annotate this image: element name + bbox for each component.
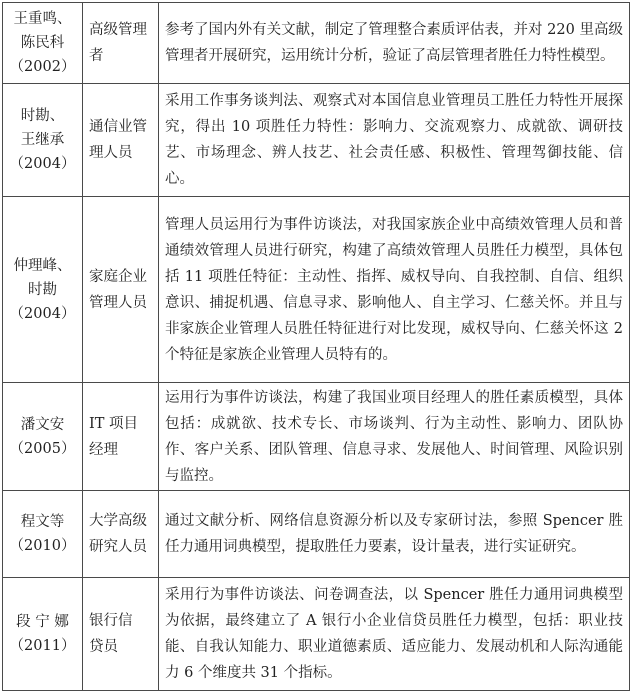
table-row: [3, 578, 630, 691]
table-row: [3, 197, 630, 383]
author-cell: 王重鸣、 陈民科 （2002）: [3, 3, 83, 84]
content-cell: 采用工作事务谈判法、观察式对本国信息业管理员工胜任力特性开展探究，得出 10 项胜任力特性：影响力、交流观察力、成就欲、调研技艺、市场理念、辨人技艺、社会责任感、积极性、管理驾御技能、信心。: [159, 84, 630, 197]
author-cell: 时勘、 王继承 （2004）: [3, 84, 83, 197]
author-cell: 段 宁 娜 （2011）: [3, 578, 83, 691]
competency-studies-table: [2, 2, 630, 691]
author-cell: 程文等 （2010）: [3, 491, 83, 578]
content-cell: 通过文献分析、网络信息资源分析以及专家研讨法，参照 Spencer 胜任力通用词典模型，提取胜任力要素，设计量表，进行实证研究。: [159, 491, 630, 578]
content-cell: 运用行为事件访谈法，构建了我国业项目经理人的胜任素质模型，具体包括：成就欲、技术专长、市场谈判、行为主动性、影响力、团队协作、客户关系、团队管理、信息寻求、发展他人、时间管理、风险识别与监控。: [159, 383, 630, 491]
subject-cell: 家庭企业 管理人员: [83, 197, 159, 383]
content-cell: 管理人员运用行为事件访谈法，对我国家族企业中高绩效管理人员和普通绩效管理人员进行研究，构建了高绩效管理人员胜任力模型，具体包括 11 项胜任特征：主动性、指挥、威权导向、自我控制、自信、组织意识、捕捉机遇、信息寻求、影响他人、自主学习、仁慈关怀。并且与非家族企业管理人员胜任特征进行对比发现，威权导向、仁慈关怀这 2 个特征是家族企业管理人员特有的。: [159, 197, 630, 383]
subject-cell: 高级管理 者: [83, 3, 159, 84]
table-row: [3, 84, 630, 197]
subject-cell: IT 项目 经理: [83, 383, 159, 491]
subject-cell: 通信业管 理人员: [83, 84, 159, 197]
author-cell: 潘文安 （2005）: [3, 383, 83, 491]
author-cell: 仲理峰、 时勘 （2004）: [3, 197, 83, 383]
table-row: [3, 491, 630, 578]
subject-cell: 大学高级 研究人员: [83, 491, 159, 578]
table-row: [3, 383, 630, 491]
table-row: [3, 3, 630, 84]
content-cell: 参考了国内外有关文献，制定了管理整合素质评估表，并对 220 里高级管理者开展研究，运用统计分析，验证了高层管理者胜任力特性模型。: [159, 3, 630, 84]
content-cell: 采用行为事件访谈法、问卷调查法，以 Spencer 胜任力通用词典模型为依据，最终建立了 A 银行小企业信贷员胜任力模型，包括：职业技能、自我认知能力、职业道德素质、适应能力、发展动机和人际沟通能力 6 个维度共 31 个指标。: [159, 578, 630, 691]
subject-cell: 银行信 贷员: [83, 578, 159, 691]
